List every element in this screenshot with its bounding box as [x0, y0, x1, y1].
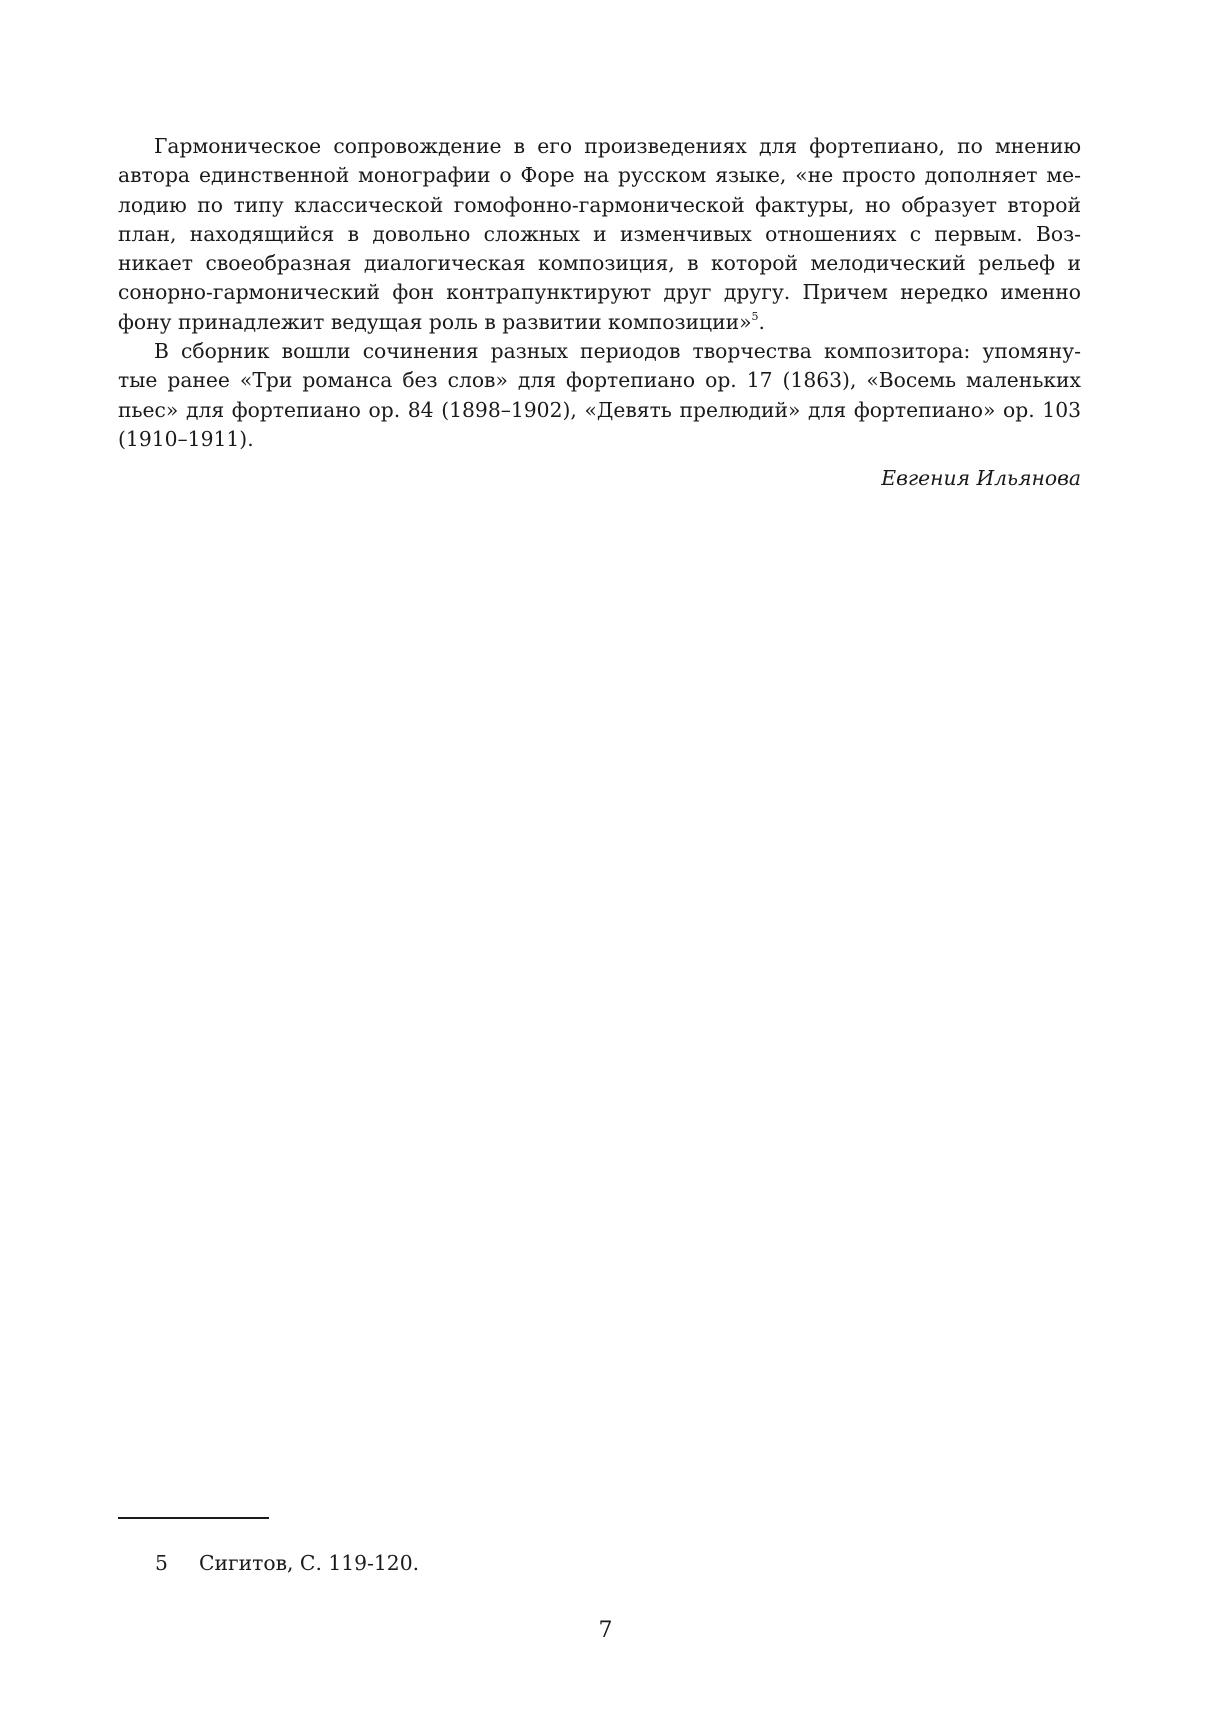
paragraph-line: план, находящийся в довольно сложных и изменчивых отношениях с первым. Воз- [118, 221, 1081, 246]
paragraph-line: лодию по типу классической гомофонно-гармонической фактуры, но образует второй [118, 192, 1081, 217]
paragraph-line: В сборник вошли сочинения разных периодов творчества композитора: упомяну- [154, 339, 1081, 364]
footnote-number: 5 [155, 1551, 168, 1575]
sentence-end: . [758, 309, 765, 334]
footnote-separator [118, 1517, 269, 1519]
paragraph-1 [118, 132, 1081, 337]
paragraph-line: сонорно-гармонический фон контрапунктируют друг другу. Причем нередко именно [118, 280, 1081, 305]
footnote-reference[interactable]: 5 [751, 309, 759, 323]
paragraph-line: (1910–1911). [118, 426, 254, 451]
paragraph-line: тые ранее «Три романса без слов» для фортепиано ор. 17 (1863), «Восемь маленьких [118, 368, 1081, 393]
main-text [118, 132, 1081, 454]
page-number: 7 [598, 1618, 613, 1643]
paragraph-line: никает своеобразная диалогическая композиция, в которой мелодический рельеф и [118, 251, 1081, 276]
paragraph-line: автора единственной монографии о Форе на русском языке, «не просто дополняет ме- [118, 163, 1081, 188]
paragraph-line: пьес» для фортепиано ор. 84 (1898–1902), «Девять прелюдий» для фортепиано» ор. 103 [118, 397, 1081, 422]
author-signature: Евгения Ильянова [881, 466, 1081, 490]
paragraph-line-last [118, 308, 1081, 337]
footnote [155, 1551, 419, 1575]
paragraph-line-text: фону принадлежит ведущая роль в развитии композиции» [118, 309, 752, 334]
paragraph-2 [118, 337, 1081, 454]
footnote-text: Сигитов, С. 119-120. [199, 1551, 420, 1575]
paragraph-line: Гармоническое сопровождение в его произведениях для фортепиано, по мнению [154, 134, 1081, 158]
